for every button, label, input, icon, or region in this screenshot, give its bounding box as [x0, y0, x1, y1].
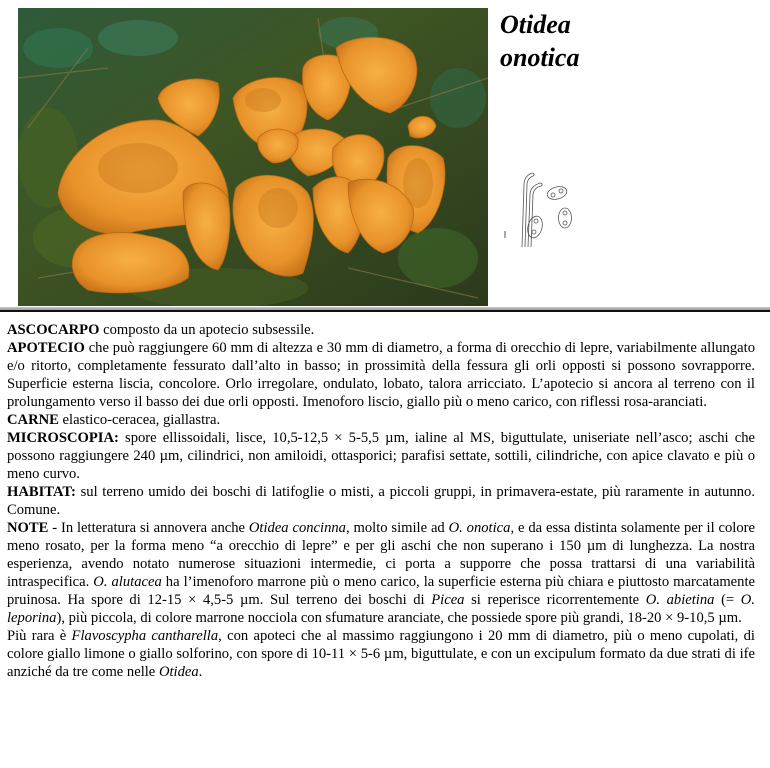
label-microscopia: MICROSCOPIA:	[7, 430, 119, 446]
description-text	[7, 321, 755, 681]
note-text: Più rara è	[7, 628, 72, 644]
note-text: (=	[714, 592, 741, 608]
species-title	[500, 8, 579, 74]
note-text: - In letteratura si annovera anche	[48, 520, 249, 536]
text-microscopia: spore ellissoidali, lisce, 10,5-12,5 × 5-5,5 µm, ialine al MS, biguttulate, uniseriate nell’asco; aschi che possono raggiungere 240 µm, cilindrici, non amiloidi, ottasporici; parafisi settate, sottili, cilindriche, con apice clavato e più o meno curvo.	[7, 430, 755, 482]
note-text: , e da essa distinta solamente per il colore meno rosato, per la forma meno “a orecchio di lepre” e per gli aschi che non superano i 150 µm di lunghezza. La nostra esperienza, avendo notato numerose situazioni intermedie, ci porta a supporre che possa trattarsi di una variabilità intraspecifica.	[7, 520, 755, 590]
label-habitat: HABITAT:	[7, 484, 76, 500]
note-text: , con apoteci che al massimo raggiungono i 20 mm di diametro, più o meno cupolati, di colore giallo limone o giallo solforino, con spore di 10-11 × 5-6 µm, biguttulate, e con un excipulum formato da due strati di ife anziché da tre come nelle	[7, 628, 755, 680]
paragraph-microscopia	[7, 429, 755, 483]
label-note: NOTE	[7, 520, 49, 536]
species-name: Otidea	[158, 664, 199, 680]
species-name: O. alutacea	[93, 574, 162, 590]
species-name: Flavoscypha cantharella	[71, 628, 219, 644]
species-name: O. abietina	[645, 592, 715, 608]
text-carne: elastico-ceracea, giallastra.	[58, 412, 221, 428]
fungus-photo-icon	[18, 8, 488, 306]
paragraph-apotecio	[7, 339, 755, 411]
paragraph-note	[7, 519, 755, 627]
species-name: Picea	[431, 592, 465, 608]
note-text: , molto simile ad	[345, 520, 449, 536]
note-text: ha l’imenoforo marrone più o meno carico, la superficie esterna più chiara e piuttosto marcatamente pruinosa. Ha spore di 12-15 × 4,5-5 µm. Sul terreno dei boschi di	[7, 574, 755, 608]
species-name: O. leporina	[7, 592, 755, 626]
species-name: Otidea concinna	[248, 520, 346, 536]
label-carne: CARNE	[7, 412, 59, 428]
section-divider	[0, 307, 770, 313]
note-text: si reperisce ricorrentemente	[464, 592, 646, 608]
label-apotecio: APOTECIO	[7, 340, 85, 356]
paragraph-carne	[7, 411, 755, 429]
microscopy-drawing-icon	[500, 165, 590, 250]
note-text: ), più piccola, di colore marrone nocciola con sfumature aranciate, che possiede spore più grandi, 18-20 × 9-10,5 µm.	[56, 610, 742, 626]
paragraph-ascocarpo	[7, 321, 755, 339]
text-apotecio: che può raggiungere 60 mm di altezza e 30 mm di diametro, a forma di orecchio di lepre, variabilmente allungato e/o ritorto, completamente fessurato dall’alto in basso; in prossimità della fessura gli orli opposti si possono sovrapporre. Superficie esterna liscia, concolore. Orlo irregolare, ondulato, lobato, talora arricciato. L’apotecio si ancora al terreno con il prolungamento verso il basso dei due orli opposti. Imenoforo liscio, giallo più o meno carico, con riflessi rosa-aranciati.	[7, 340, 755, 410]
species-epithet: onotica	[500, 43, 580, 72]
paragraph-flavoscypha	[7, 627, 755, 681]
label-ascocarpo: ASCOCARPO	[7, 322, 100, 338]
text-ascocarpo: composto da un apotecio subsessile.	[99, 322, 315, 338]
microscopy-drawing	[500, 165, 590, 250]
fungus-photo	[18, 8, 488, 306]
genus-name: Otidea	[500, 10, 571, 39]
note-text: .	[198, 664, 203, 680]
species-name: O. onotica	[448, 520, 511, 536]
paragraph-habitat	[7, 483, 755, 519]
text-habitat: sul terreno umido dei boschi di latifoglie o misti, a piccoli gruppi, in primavera-estate, più raramente in autunno. Comune.	[7, 484, 755, 518]
